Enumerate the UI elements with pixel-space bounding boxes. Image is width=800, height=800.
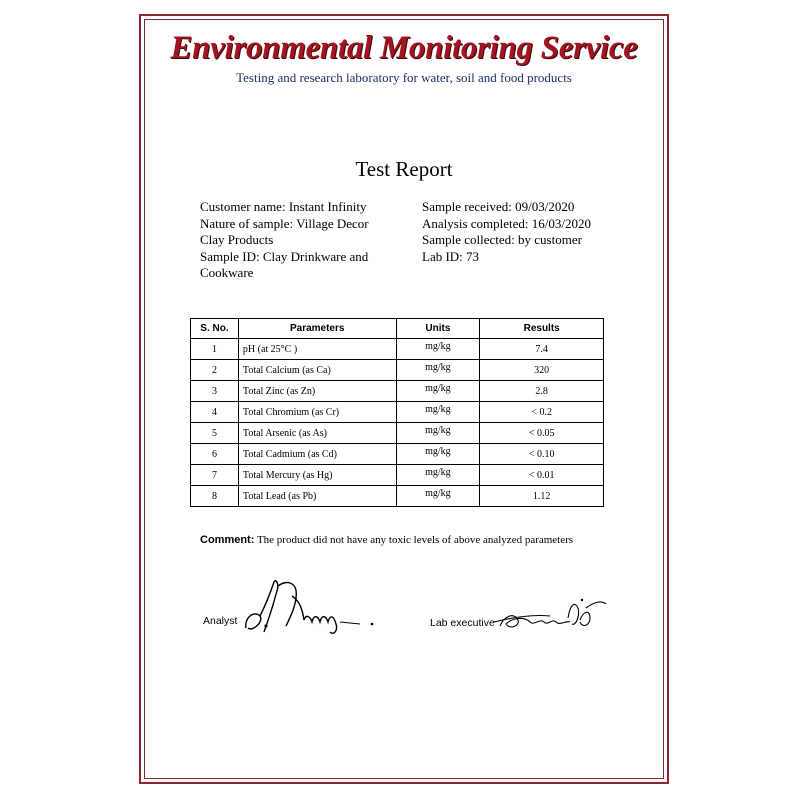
cell-parameter: Total Calcium (as Ca) — [238, 360, 396, 381]
cell-result: < 0.01 — [480, 465, 604, 486]
cell-unit: mg/kg — [396, 444, 480, 465]
cell-sno: 5 — [191, 423, 239, 444]
organization-subtitle: Testing and research laboratory for water, soil and food products — [236, 70, 572, 85]
sample-received: Sample received: 09/03/2020 — [422, 199, 575, 214]
cell-result: 1.12 — [480, 486, 604, 507]
table-row — [191, 360, 604, 381]
header-parameters: Parameters — [238, 319, 396, 339]
cell-unit: mg/kg — [396, 360, 480, 381]
table-header-row — [191, 319, 604, 339]
header-units: Units — [396, 319, 480, 339]
cell-sno: 3 — [191, 381, 239, 402]
table-row — [191, 402, 604, 423]
sample-nature: Nature of sample: Village Decor — [200, 215, 369, 231]
cell-result: < 0.2 — [480, 402, 604, 423]
cell-result: 7.4 — [480, 339, 604, 360]
cell-parameter: Total Cadmium (as Cd) — [238, 444, 396, 465]
cell-parameter: Total Mercury (as Hg) — [238, 465, 396, 486]
cell-unit: mg/kg — [396, 339, 480, 360]
results-table — [190, 318, 604, 507]
table-row — [191, 444, 604, 465]
customer-name: Customer name: Instant Infinity — [200, 199, 367, 214]
cell-sno: 7 — [191, 465, 239, 486]
cell-sno: 8 — [191, 486, 239, 507]
cell-result: 2.8 — [480, 381, 604, 402]
sample-nature-cont: Clay Products — [200, 232, 274, 247]
comment-label: Comment: — [200, 534, 255, 546]
sample-id: Sample ID: Clay Drinkware and — [200, 248, 369, 264]
lab-executive-label: Lab executive — [430, 617, 495, 629]
cell-unit: mg/kg — [396, 465, 480, 486]
lab-id: Lab ID: 73 — [422, 248, 480, 264]
table-row — [191, 486, 604, 507]
cell-unit: mg/kg — [396, 402, 480, 423]
cell-parameter: Total Zinc (as Zn) — [238, 381, 396, 402]
cell-sno: 4 — [191, 402, 239, 423]
cell-result: < 0.10 — [480, 444, 604, 465]
cell-unit: mg/kg — [396, 381, 480, 402]
lab-executive-signature — [490, 588, 610, 638]
comment-text: The product did not have any toxic levels of above analyzed parameters — [254, 534, 574, 546]
table-row — [191, 423, 604, 444]
report-title: Test Report — [355, 157, 453, 181]
cell-parameter: pH (at 25°C ) — [238, 339, 396, 360]
table-row — [191, 339, 604, 360]
sample-info — [422, 199, 622, 265]
analyst-label: Analyst — [203, 615, 238, 627]
cell-sno: 6 — [191, 444, 239, 465]
header-sno: S. No. — [191, 319, 239, 339]
table-row — [191, 381, 604, 402]
cell-parameter: Total Lead (as Pb) — [238, 486, 396, 507]
cell-result: 320 — [480, 360, 604, 381]
cell-sno: 2 — [191, 360, 239, 381]
cell-parameter: Total Chromium (as Cr) — [238, 402, 396, 423]
header-results: Results — [480, 319, 604, 339]
organization-title: Environmental Monitoring Service — [170, 30, 638, 66]
cell-unit: mg/kg — [396, 423, 480, 444]
table-row — [191, 465, 604, 486]
sample-collected: Sample collected: by customer — [422, 232, 582, 247]
cell-result: < 0.05 — [480, 423, 604, 444]
cell-unit: mg/kg — [396, 486, 480, 507]
cell-sno: 1 — [191, 339, 239, 360]
analyst-signature — [242, 570, 382, 640]
sample-id-cont: Cookware — [200, 265, 254, 280]
comment — [200, 534, 640, 546]
cell-parameter: Total Arsenic (as As) — [238, 423, 396, 444]
customer-info — [200, 199, 385, 282]
analysis-completed: Analysis completed: 16/03/2020 — [422, 215, 591, 231]
